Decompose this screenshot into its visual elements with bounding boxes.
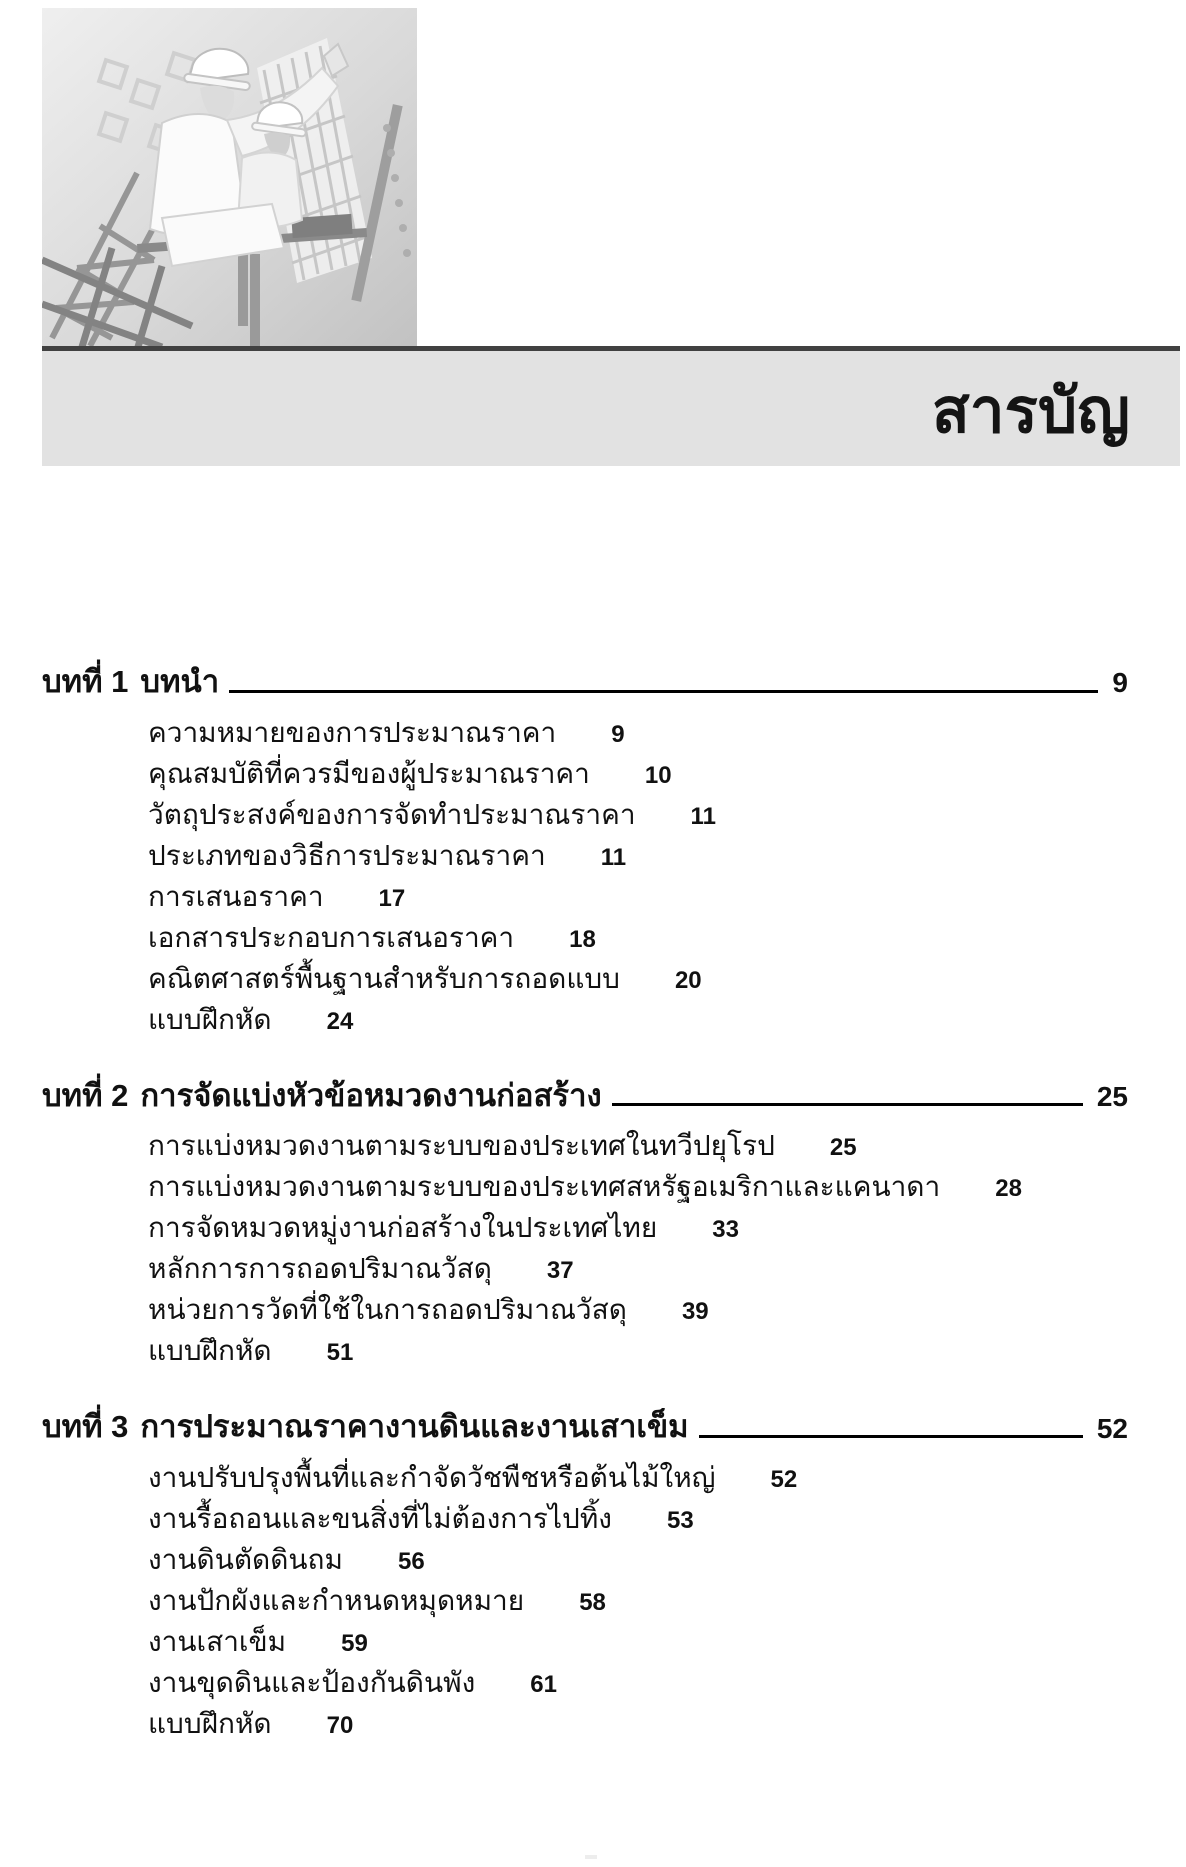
toc-item-row[interactable] <box>42 1289 1128 1330</box>
toc-item-row[interactable] <box>42 1621 1128 1662</box>
toc-chapter-row[interactable] <box>42 1409 1128 1445</box>
toc-item-row[interactable] <box>42 917 1128 958</box>
toc-item-row[interactable] <box>42 753 1128 794</box>
toc-item-row[interactable] <box>42 1166 1128 1207</box>
toc-item-row[interactable] <box>42 1330 1128 1371</box>
item-page-number: 24 <box>326 1007 354 1035</box>
item-page-number: 37 <box>546 1257 574 1285</box>
item-title: แบบฝึกหัด <box>148 1707 272 1739</box>
toc-item-row[interactable] <box>42 999 1128 1040</box>
item-page-number: 11 <box>690 802 716 830</box>
item-title: หน่วยการวัดที่ใช้ในการถอดปริมาณวัสดุ <box>148 1294 627 1326</box>
toc-item-row[interactable] <box>42 1125 1128 1166</box>
toc-item-row[interactable] <box>42 1580 1128 1621</box>
item-title: งานเสาเข็ม <box>148 1625 287 1657</box>
item-title: การแบ่งหมวดงานตามระบบของประเทศในทวีปยุโรป <box>148 1130 775 1162</box>
chapter-label: บทที่ 1 <box>42 664 129 699</box>
item-page-number: 70 <box>326 1711 354 1739</box>
item-title: การจัดหมวดหมู่งานก่อสร้างในประเทศไทย <box>148 1212 658 1244</box>
chapter-title: บทนำ <box>140 664 220 699</box>
item-page-number: 11 <box>600 843 627 871</box>
chapter-page-number: 52 <box>1096 1412 1128 1444</box>
item-page-number: 18 <box>569 925 596 953</box>
toc-item-row[interactable] <box>42 794 1128 835</box>
item-page-number: 25 <box>829 1134 857 1162</box>
item-title: คุณสมบัติที่ควรมีของผู้ประมาณราคา <box>148 757 590 789</box>
toc-item-row[interactable] <box>42 876 1128 917</box>
item-page-number: 28 <box>995 1175 1022 1203</box>
item-page-number: 20 <box>674 966 702 994</box>
item-title: แบบฝึกหัด <box>148 1003 272 1035</box>
item-title: การแบ่งหมวดงานตามระบบของประเทศสหรัฐอเมริกาและแคนาดา <box>148 1171 941 1203</box>
leader-line <box>612 1103 1083 1106</box>
item-page-number: 52 <box>770 1465 798 1493</box>
item-page-number: 53 <box>666 1506 694 1534</box>
item-title: งานปักผังและกำหนดหมุดหมาย <box>148 1584 525 1616</box>
construction-photo <box>42 8 417 347</box>
item-page-number: 51 <box>326 1339 354 1367</box>
item-title: งานดินตัดดินถม <box>148 1543 343 1575</box>
item-title: เอกสารประกอบการเสนอราคา <box>148 921 515 953</box>
toc-item-row[interactable] <box>42 1248 1128 1289</box>
toc-item-row[interactable] <box>42 1539 1128 1580</box>
item-title: คณิตศาสตร์พื้นฐานสำหรับการถอดแบบ <box>148 962 620 994</box>
item-page-number: 58 <box>579 1588 606 1616</box>
item-page-number: 61 <box>530 1670 557 1698</box>
item-title: งานปรับปรุงพื้นที่และกำจัดวัชพืชหรือต้นไม้ใหญ่ <box>148 1461 716 1493</box>
toc-item-row[interactable] <box>42 1498 1128 1539</box>
chapter-page-number: 25 <box>1096 1081 1128 1113</box>
item-title: วัตถุประสงค์ของการจัดทำประมาณราคา <box>148 798 636 830</box>
toc-chapter-row[interactable] <box>42 664 1128 700</box>
toc-banner <box>42 346 1180 466</box>
footer-crop-mark <box>585 1855 597 1859</box>
chapter-page-number: 9 <box>1112 667 1128 699</box>
toc-item-row[interactable] <box>42 712 1128 753</box>
chapter-title: การจัดแบ่งหัวข้อหมวดงานก่อสร้าง <box>140 1077 602 1113</box>
item-page-number: 9 <box>611 720 625 748</box>
item-page-number: 56 <box>397 1547 425 1575</box>
chapter-label: บทที่ 3 <box>42 1409 129 1445</box>
item-title: งานรื้อถอนและขนสิ่งที่ไม่ต้องการไปทิ้ง <box>148 1502 612 1534</box>
item-title: การเสนอราคา <box>148 880 324 912</box>
toc-item-row[interactable] <box>42 1457 1128 1498</box>
toc-list <box>42 664 1128 1744</box>
toc-item-row[interactable] <box>42 958 1128 999</box>
toc-item-row[interactable] <box>42 1703 1128 1744</box>
toc-item-row[interactable] <box>42 835 1128 876</box>
toc-item-row[interactable] <box>42 1662 1128 1703</box>
item-title: ความหมายของการประมาณราคา <box>148 716 557 748</box>
item-title: หลักการการถอดปริมาณวัสดุ <box>148 1253 492 1285</box>
chapter-title: การประมาณราคางานดินและงานเสาเข็ม <box>140 1409 689 1445</box>
page-title: สารบัญ <box>931 376 1130 446</box>
item-title: งานขุดดินและป้องกันดินพัง <box>148 1666 476 1698</box>
item-title: ประเภทของวิธีการประมาณราคา <box>148 839 546 871</box>
item-page-number: 10 <box>644 761 672 789</box>
item-page-number: 33 <box>712 1216 739 1244</box>
toc-chapter-row[interactable] <box>42 1078 1128 1114</box>
item-page-number: 59 <box>341 1629 368 1657</box>
item-title: แบบฝึกหัด <box>148 1335 272 1367</box>
item-page-number: 39 <box>681 1298 709 1326</box>
leader-line <box>229 690 1098 693</box>
toc-item-row[interactable] <box>42 1207 1128 1248</box>
leader-line <box>699 1435 1083 1438</box>
chapter-label: บทที่ 2 <box>42 1077 129 1113</box>
item-page-number: 17 <box>378 884 406 912</box>
